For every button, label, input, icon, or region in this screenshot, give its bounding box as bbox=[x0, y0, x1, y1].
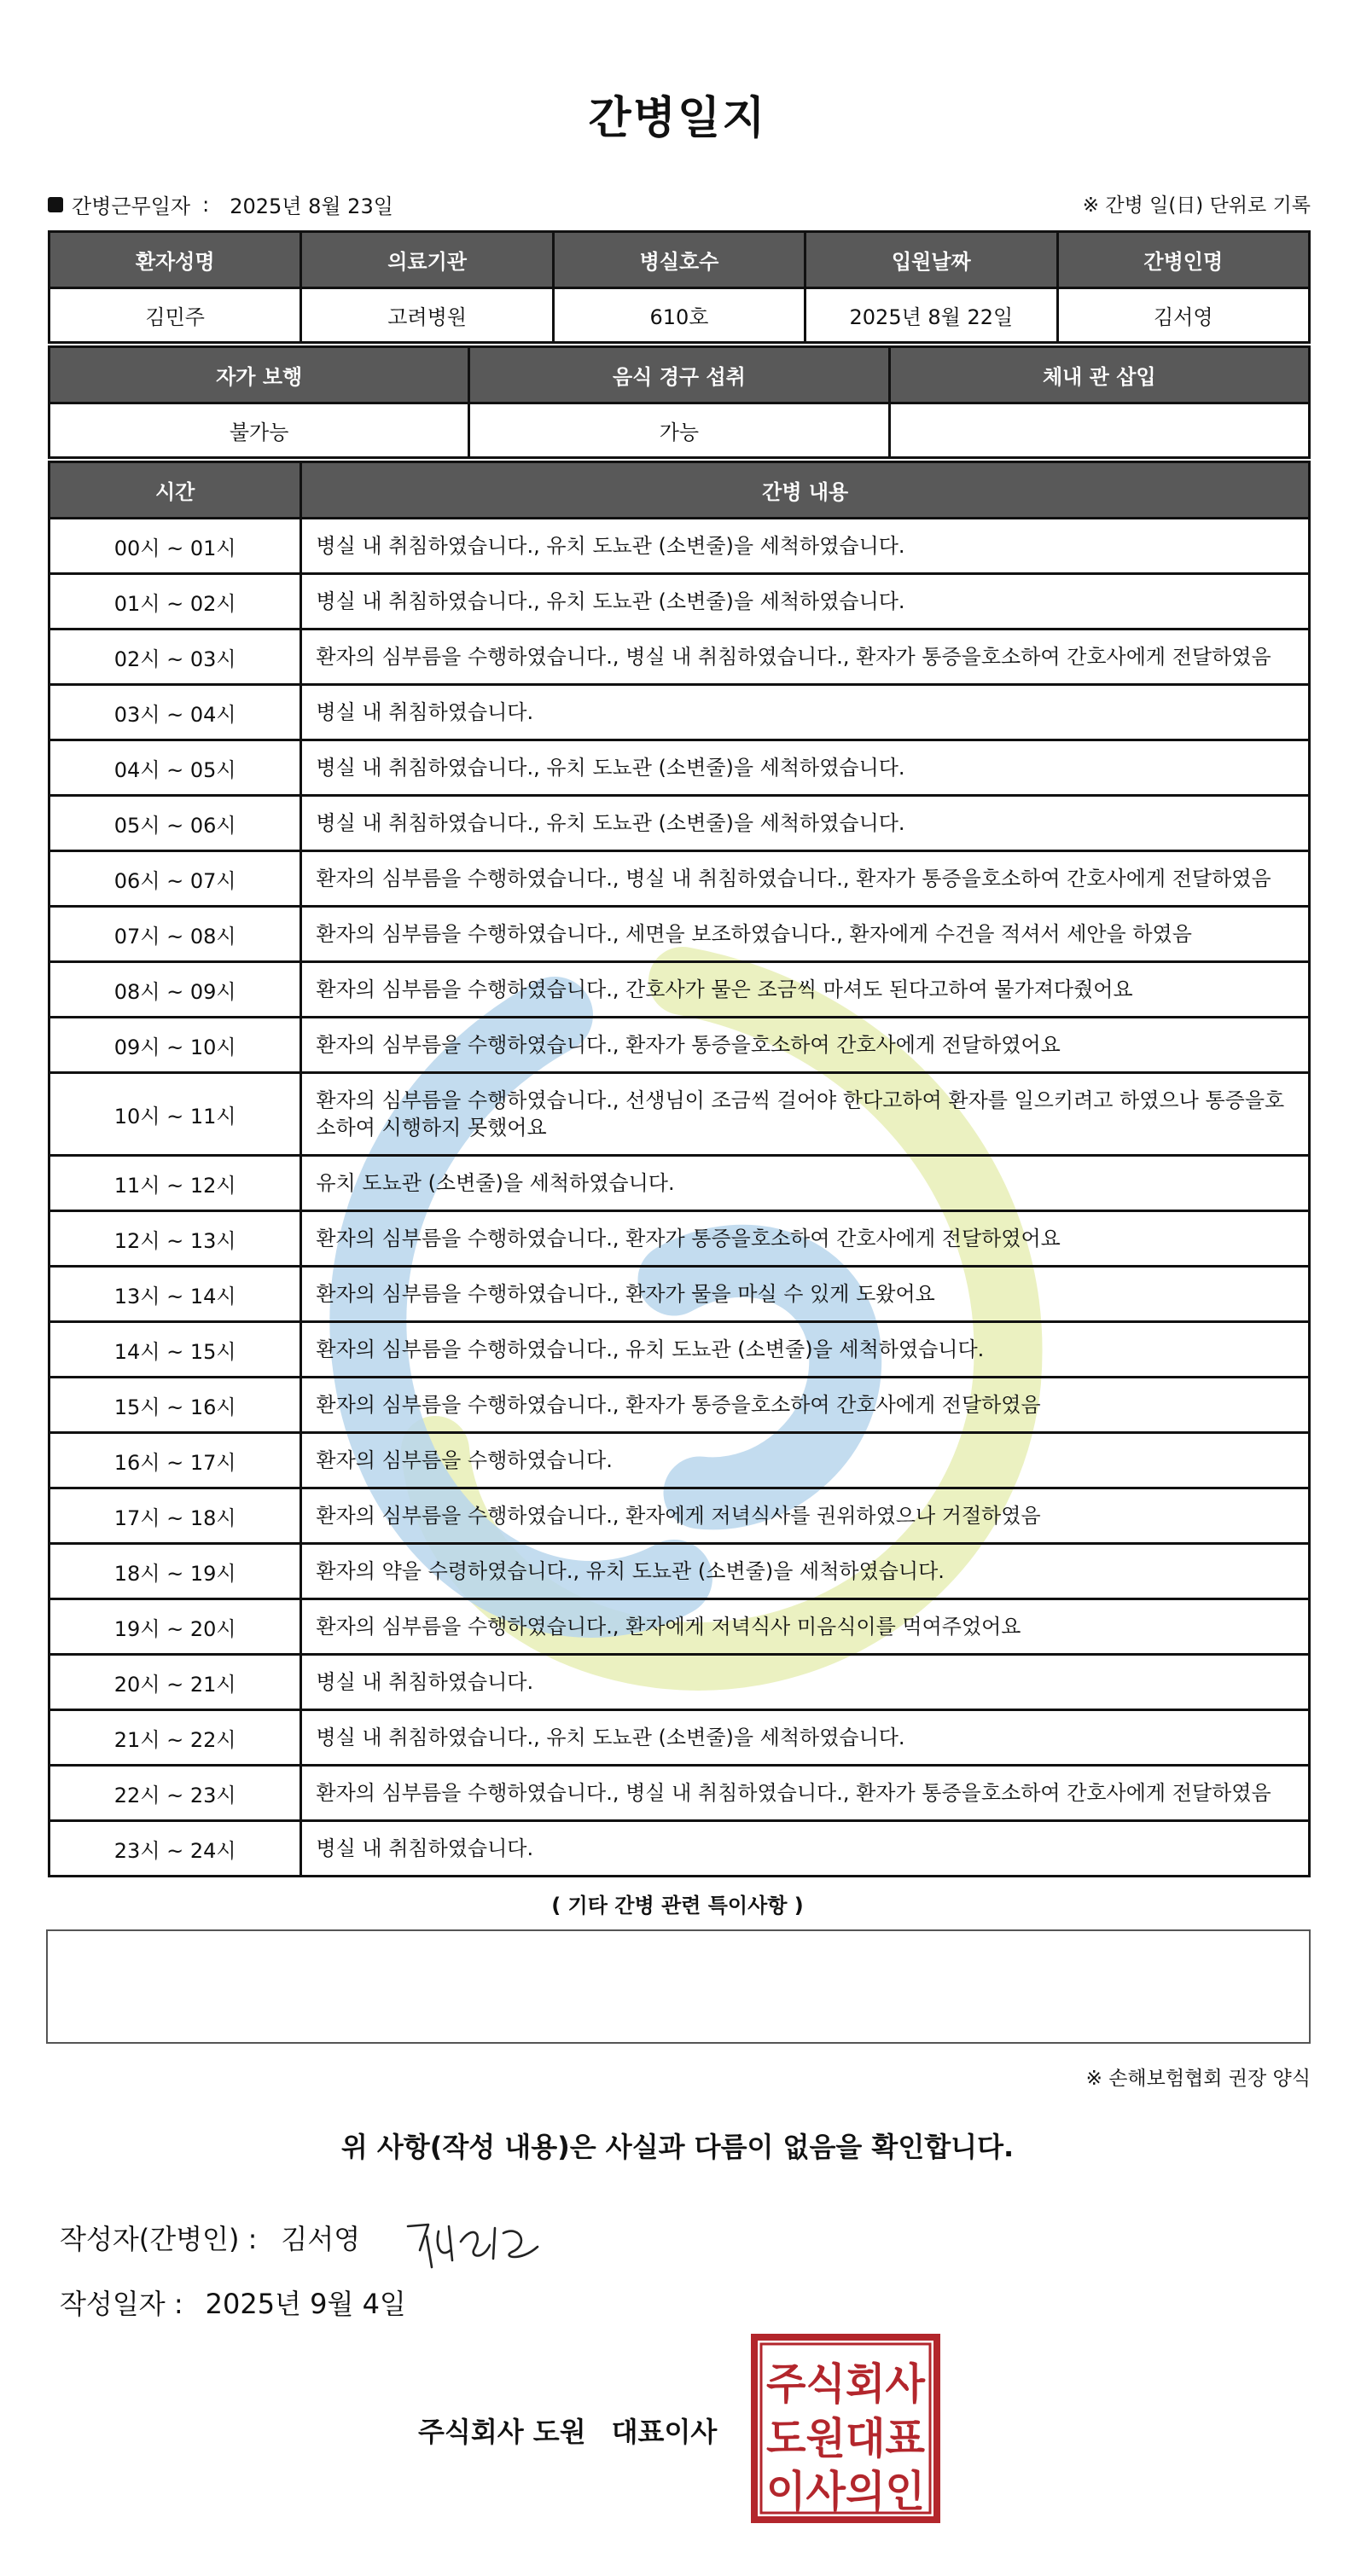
log-row bbox=[49, 1018, 1310, 1073]
log-row bbox=[49, 1211, 1310, 1267]
log-content: 병실 내 취침하였습니다., 유치 도뇨관 (소변줄)을 세척하였습니다. bbox=[301, 574, 1310, 629]
company-seal-stamp bbox=[749, 2332, 942, 2525]
value-self-walking: 불가능 bbox=[49, 403, 469, 458]
log-time: 21시 ~ 22시 bbox=[49, 1710, 301, 1766]
log-time: 06시 ~ 07시 bbox=[49, 851, 301, 907]
seal-line-3: 이사의인 bbox=[766, 2467, 925, 2516]
log-row bbox=[49, 1766, 1310, 1821]
header-room: 병실호수 bbox=[553, 232, 805, 288]
header-tube-insertion: 체내 관 삽입 bbox=[889, 347, 1309, 403]
log-row bbox=[49, 685, 1310, 740]
log-row bbox=[49, 851, 1310, 907]
log-content: 환자의 심부름을 수행하였습니다., 병실 내 취침하였습니다., 환자가 통증을호소하여 간호사에게 전달하였음 bbox=[301, 1766, 1310, 1821]
header-care-content: 간병 내용 bbox=[301, 462, 1310, 519]
log-content: 병실 내 취침하였습니다., 유치 도뇨관 (소변줄)을 세척하였습니다. bbox=[301, 1710, 1310, 1766]
header-caregiver: 간병인명 bbox=[1057, 232, 1309, 288]
special-notes-box bbox=[46, 1929, 1311, 2044]
log-row bbox=[49, 1488, 1310, 1544]
writer-label: 작성자(간병인) : bbox=[60, 2223, 258, 2255]
log-content: 병실 내 취침하였습니다. bbox=[301, 685, 1310, 740]
log-content: 환자의 심부름을 수행하였습니다., 간호사가 물은 조금씩 마셔도 된다고하여 물가져다줬어요 bbox=[301, 962, 1310, 1018]
log-time: 00시 ~ 01시 bbox=[49, 519, 301, 574]
work-date bbox=[48, 189, 393, 219]
log-row bbox=[49, 1378, 1310, 1433]
log-time: 15시 ~ 16시 bbox=[49, 1378, 301, 1433]
log-content: 환자의 심부름을 수행하였습니다., 환자가 통증을호소하여 간호사에게 전달하였음 bbox=[301, 1378, 1310, 1433]
log-time: 08시 ~ 09시 bbox=[49, 962, 301, 1018]
value-tube-insertion bbox=[889, 403, 1309, 458]
value-room: 610호 bbox=[553, 288, 805, 343]
work-date-label: 간병근무일자 bbox=[72, 194, 191, 218]
log-content: 환자의 약을 수령하였습니다., 유치 도뇨관 (소변줄)을 세척하였습니다. bbox=[301, 1544, 1310, 1599]
special-notes-title: ( 기타 간병 관련 특이사항 ) bbox=[551, 1894, 804, 1917]
patient-info-table bbox=[48, 230, 1311, 344]
value-patient-name: 김민주 bbox=[49, 288, 301, 343]
log-header-row bbox=[49, 462, 1310, 519]
log-time: 18시 ~ 19시 bbox=[49, 1544, 301, 1599]
status-value-row bbox=[49, 403, 1310, 458]
log-content: 환자의 심부름을 수행하였습니다., 유치 도뇨관 (소변줄)을 세척하였습니다. bbox=[301, 1322, 1310, 1378]
log-time: 07시 ~ 08시 bbox=[49, 907, 301, 962]
log-content: 병실 내 취침하였습니다. bbox=[301, 1821, 1310, 1877]
log-content: 환자의 심부름을 수행하였습니다., 환자가 통증을호소하여 간호사에게 전달하였어요 bbox=[301, 1211, 1310, 1267]
value-oral-intake: 가능 bbox=[469, 403, 889, 458]
header-admission-date: 입원날짜 bbox=[805, 232, 1057, 288]
log-content: 환자의 심부름을 수행하였습니다., 환자에게 저녁식사를 권위하였으나 거절하였음 bbox=[301, 1488, 1310, 1544]
written-date-value: 2025년 9월 4일 bbox=[205, 2288, 406, 2320]
log-time: 14시 ~ 15시 bbox=[49, 1322, 301, 1378]
log-row bbox=[49, 574, 1310, 629]
value-admission-date: 2025년 8월 22일 bbox=[805, 288, 1057, 343]
value-hospital: 고려병원 bbox=[301, 288, 553, 343]
log-row bbox=[49, 1267, 1310, 1322]
header-patient-name: 환자성명 bbox=[49, 232, 301, 288]
status-header-row bbox=[49, 347, 1310, 403]
log-row bbox=[49, 1322, 1310, 1378]
log-time: 12시 ~ 13시 bbox=[49, 1211, 301, 1267]
patient-header-row bbox=[49, 232, 1310, 288]
log-content: 병실 내 취침하였습니다. bbox=[301, 1655, 1310, 1710]
log-content: 환자의 심부름을 수행하였습니다., 세면을 보조하였습니다., 환자에게 수건을 적셔서 세안을 하였음 bbox=[301, 907, 1310, 962]
seal-line-2: 도원대표 bbox=[766, 2414, 926, 2463]
company-name: 주식회사 도원 bbox=[418, 2416, 586, 2448]
writer-name: 김서영 bbox=[281, 2223, 361, 2255]
log-time: 16시 ~ 17시 bbox=[49, 1433, 301, 1488]
log-time: 09시 ~ 10시 bbox=[49, 1018, 301, 1073]
log-content: 환자의 심부름을 수행하였습니다., 병실 내 취침하였습니다., 환자가 통증을호소하여 간호사에게 전달하였음 bbox=[301, 629, 1310, 685]
header-oral-intake: 음식 경구 섭취 bbox=[469, 347, 889, 403]
work-date-separator: : bbox=[202, 192, 210, 217]
log-row bbox=[49, 796, 1310, 851]
log-row bbox=[49, 1433, 1310, 1488]
log-row bbox=[49, 1655, 1310, 1710]
log-content: 환자의 심부름을 수행하였습니다., 환자에게 저녁식사 미음식이를 먹여주었어요 bbox=[301, 1599, 1310, 1655]
handwritten-signature bbox=[401, 2208, 546, 2276]
log-row bbox=[49, 740, 1310, 796]
log-row bbox=[49, 1710, 1310, 1766]
value-caregiver: 김서영 bbox=[1057, 288, 1309, 343]
log-time: 11시 ~ 12시 bbox=[49, 1156, 301, 1211]
log-time: 01시 ~ 02시 bbox=[49, 574, 301, 629]
log-time: 20시 ~ 21시 bbox=[49, 1655, 301, 1710]
log-content: 환자의 심부름을 수행하였습니다. bbox=[301, 1433, 1310, 1488]
record-unit-note: ※ 간병 일(日) 단위로 기록 bbox=[1082, 194, 1311, 217]
log-time: 23시 ~ 24시 bbox=[49, 1821, 301, 1877]
header-time: 시간 bbox=[49, 462, 301, 519]
patient-value-row bbox=[49, 288, 1310, 343]
log-time: 22시 ~ 23시 bbox=[49, 1766, 301, 1821]
document-title: 간병일지 bbox=[588, 93, 767, 144]
log-time: 03시 ~ 04시 bbox=[49, 685, 301, 740]
log-content: 환자의 심부름을 수행하였습니다., 환자가 통증을호소하여 간호사에게 전달하였어요 bbox=[301, 1018, 1310, 1073]
log-time: 13시 ~ 14시 bbox=[49, 1267, 301, 1322]
log-content: 환자의 심부름을 수행하였습니다., 선생님이 조금씩 걸어야 한다고하여 환자를 일으키려고 하였으나 통증을호소하여 시행하지 못했어요 bbox=[301, 1073, 1310, 1156]
log-row bbox=[49, 962, 1310, 1018]
header-self-walking: 자가 보행 bbox=[49, 347, 469, 403]
log-time: 02시 ~ 03시 bbox=[49, 629, 301, 685]
log-row bbox=[49, 907, 1310, 962]
log-time: 05시 ~ 06시 bbox=[49, 796, 301, 851]
company-role: 대표이사 bbox=[611, 2416, 718, 2448]
log-time: 04시 ~ 05시 bbox=[49, 740, 301, 796]
writer-row bbox=[60, 2218, 360, 2257]
log-row bbox=[49, 519, 1310, 574]
log-row bbox=[49, 629, 1310, 685]
log-time: 10시 ~ 11시 bbox=[49, 1073, 301, 1156]
care-log-table bbox=[48, 461, 1311, 1877]
log-row bbox=[49, 1156, 1310, 1211]
log-time: 17시 ~ 18시 bbox=[49, 1488, 301, 1544]
meta-row bbox=[48, 189, 1311, 223]
log-row bbox=[49, 1073, 1310, 1156]
square-bullet-icon bbox=[48, 197, 63, 212]
confirmation-statement: 위 사항(작성 내용)은 사실과 다름이 없음을 확인합니다. bbox=[340, 2131, 1015, 2163]
patient-status-table bbox=[48, 345, 1311, 459]
log-content: 환자의 심부름을 수행하였습니다., 병실 내 취침하였습니다., 환자가 통증을호소하여 간호사에게 전달하였음 bbox=[301, 851, 1310, 907]
log-content: 환자의 심부름을 수행하였습니다., 환자가 물을 마실 수 있게 도왔어요 bbox=[301, 1267, 1310, 1322]
log-content: 병실 내 취침하였습니다., 유치 도뇨관 (소변줄)을 세척하였습니다. bbox=[301, 740, 1310, 796]
association-note: ※ 손해보험협회 권장 양식 bbox=[1085, 2068, 1311, 2090]
log-row bbox=[49, 1599, 1310, 1655]
log-row bbox=[49, 1821, 1310, 1877]
log-row bbox=[49, 1544, 1310, 1599]
seal-line-1: 주식회사 bbox=[766, 2359, 926, 2409]
company-signature bbox=[418, 2411, 717, 2450]
written-date-label: 작성일자 : bbox=[60, 2288, 183, 2320]
log-content: 병실 내 취침하였습니다., 유치 도뇨관 (소변줄)을 세척하였습니다. bbox=[301, 796, 1310, 851]
log-time: 19시 ~ 20시 bbox=[49, 1599, 301, 1655]
written-date-row bbox=[60, 2283, 406, 2322]
log-content: 유치 도뇨관 (소변줄)을 세척하였습니다. bbox=[301, 1156, 1310, 1211]
header-hospital: 의료기관 bbox=[301, 232, 553, 288]
work-date-value: 2025년 8월 23일 bbox=[230, 194, 393, 218]
log-content: 병실 내 취침하였습니다., 유치 도뇨관 (소변줄)을 세척하였습니다. bbox=[301, 519, 1310, 574]
